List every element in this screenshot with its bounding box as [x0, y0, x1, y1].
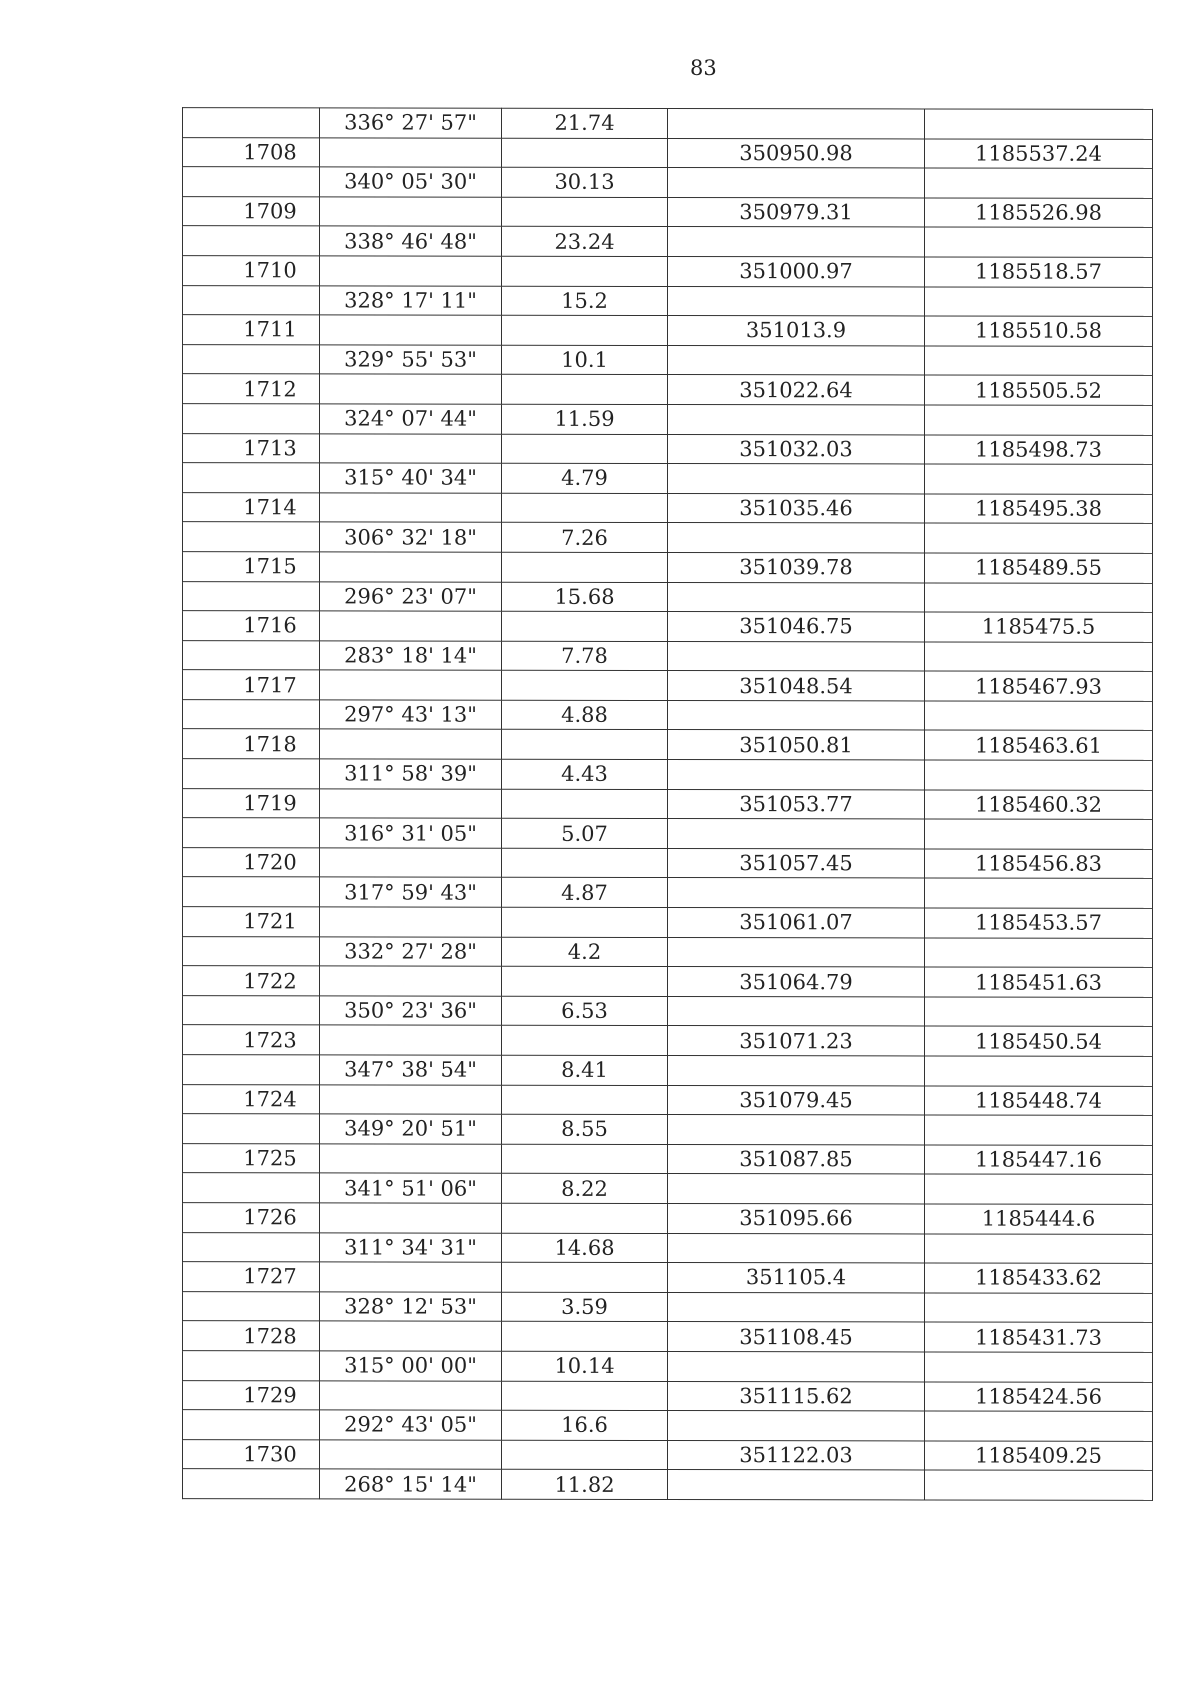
blank-cell — [183, 108, 320, 138]
distance-cell: 11.59 — [502, 404, 668, 434]
blank-cell — [925, 878, 1153, 908]
leg-row — [183, 700, 1153, 731]
leg-row — [183, 1232, 1153, 1263]
blank-cell — [183, 1232, 320, 1262]
blank-cell — [320, 1321, 502, 1351]
blank-cell — [320, 907, 502, 937]
blank-cell — [925, 997, 1153, 1027]
point-row — [183, 907, 1153, 938]
blank-cell — [320, 848, 502, 878]
blank-cell — [183, 1291, 320, 1321]
blank-cell — [502, 1322, 668, 1352]
bearing-cell: 315° 40' 34" — [320, 463, 502, 493]
northing-cell: 1185526.98 — [925, 198, 1153, 228]
distance-cell: 21.74 — [502, 108, 668, 138]
bearing-cell: 349° 20' 51" — [320, 1114, 502, 1144]
distance-cell: 15.2 — [502, 286, 668, 316]
bearing-cell: 315° 00' 00" — [320, 1351, 502, 1381]
point-id-cell: 1712 — [183, 374, 320, 404]
blank-cell — [925, 1056, 1153, 1086]
blank-cell — [502, 848, 668, 878]
point-id-cell: 1717 — [183, 670, 320, 700]
point-row — [183, 1203, 1153, 1234]
leg-row — [183, 522, 1153, 553]
leg-row — [183, 936, 1153, 967]
blank-cell — [925, 405, 1153, 435]
blank-cell — [668, 404, 925, 434]
leg-row — [183, 404, 1153, 435]
leg-row — [183, 1114, 1153, 1145]
point-id-cell: 1718 — [183, 729, 320, 759]
bearing-cell: 328° 12' 53" — [320, 1292, 502, 1322]
distance-cell: 11.82 — [502, 1470, 668, 1500]
distance-cell: 4.43 — [502, 759, 668, 789]
distance-cell: 7.78 — [502, 641, 668, 671]
blank-cell — [668, 760, 925, 790]
blank-cell — [183, 581, 320, 611]
northing-cell: 1185448.74 — [925, 1086, 1153, 1116]
blank-cell — [925, 168, 1153, 198]
blank-cell — [502, 1262, 668, 1292]
point-id-cell: 1723 — [183, 1025, 320, 1055]
easting-cell: 351105.4 — [668, 1263, 925, 1293]
blank-cell — [668, 1056, 925, 1086]
point-row — [183, 315, 1153, 346]
blank-cell — [183, 1410, 320, 1440]
blank-cell — [668, 464, 925, 494]
blank-cell — [183, 1469, 320, 1499]
blank-cell — [320, 966, 502, 996]
blank-cell — [320, 1440, 502, 1470]
northing-cell: 1185460.32 — [925, 790, 1153, 820]
blank-cell — [925, 1352, 1153, 1382]
blank-cell — [320, 1262, 502, 1292]
leg-row — [183, 167, 1153, 198]
blank-cell — [183, 640, 320, 670]
blank-cell — [925, 1174, 1153, 1204]
blank-cell — [668, 523, 925, 553]
point-row — [183, 196, 1153, 227]
bearing-cell: 338° 46' 48" — [320, 226, 502, 256]
point-row — [183, 1143, 1153, 1174]
northing-cell: 1185498.73 — [925, 434, 1153, 464]
easting-cell: 351053.77 — [668, 789, 925, 819]
distance-cell: 8.22 — [502, 1174, 668, 1204]
point-id-cell: 1719 — [183, 788, 320, 818]
blank-cell — [320, 374, 502, 404]
point-id-cell: 1724 — [183, 1084, 320, 1114]
easting-cell: 351013.9 — [668, 316, 925, 346]
distance-cell: 3.59 — [502, 1292, 668, 1322]
blank-cell — [668, 641, 925, 671]
bearing-cell: 329° 55' 53" — [320, 345, 502, 375]
blank-cell — [668, 227, 925, 257]
bearing-cell: 341° 51' 06" — [320, 1173, 502, 1203]
blank-cell — [668, 1174, 925, 1204]
blank-cell — [320, 611, 502, 641]
blank-cell — [320, 1084, 502, 1114]
blank-cell — [668, 1470, 925, 1500]
easting-cell: 351087.85 — [668, 1144, 925, 1174]
leg-row — [183, 226, 1153, 257]
point-row — [183, 611, 1153, 642]
distance-cell: 23.24 — [502, 227, 668, 257]
distance-cell: 8.55 — [502, 1114, 668, 1144]
easting-cell: 350950.98 — [668, 138, 925, 168]
point-id-cell: 1710 — [183, 256, 320, 286]
blank-cell — [502, 493, 668, 523]
point-id-cell: 1713 — [183, 433, 320, 463]
bearing-cell: 311° 58' 39" — [320, 759, 502, 789]
leg-row — [183, 1351, 1153, 1382]
blank-cell — [668, 582, 925, 612]
point-row — [183, 729, 1153, 760]
northing-cell: 1185451.63 — [925, 967, 1153, 997]
point-id-cell: 1725 — [183, 1143, 320, 1173]
blank-cell — [925, 1470, 1153, 1500]
blank-cell — [183, 522, 320, 552]
blank-cell — [668, 168, 925, 198]
blank-cell — [183, 700, 320, 730]
northing-cell: 1185505.52 — [925, 375, 1153, 405]
blank-cell — [502, 1440, 668, 1470]
northing-cell: 1185510.58 — [925, 316, 1153, 346]
leg-row — [183, 995, 1153, 1026]
northing-cell: 1185467.93 — [925, 671, 1153, 701]
point-row — [183, 1262, 1153, 1293]
point-row — [183, 670, 1153, 701]
bearing-cell: 336° 27' 57" — [320, 108, 502, 138]
blank-cell — [925, 642, 1153, 672]
northing-cell: 1185463.61 — [925, 730, 1153, 760]
blank-cell — [183, 344, 320, 374]
easting-cell: 351046.75 — [668, 612, 925, 642]
point-row — [183, 433, 1153, 464]
point-row — [183, 374, 1153, 405]
blank-cell — [320, 789, 502, 819]
blank-cell — [668, 1292, 925, 1322]
distance-cell: 4.79 — [502, 463, 668, 493]
blank-cell — [320, 1380, 502, 1410]
bearing-cell: 306° 32' 18" — [320, 522, 502, 552]
point-row — [183, 256, 1153, 287]
point-row — [183, 492, 1153, 523]
blank-cell — [925, 227, 1153, 257]
point-row — [183, 1439, 1153, 1470]
distance-cell: 16.6 — [502, 1410, 668, 1440]
leg-row — [183, 1291, 1153, 1322]
blank-cell — [502, 789, 668, 819]
blank-cell — [668, 345, 925, 375]
northing-cell: 1185409.25 — [925, 1441, 1153, 1471]
easting-cell: 351057.45 — [668, 848, 925, 878]
point-row — [183, 1025, 1153, 1056]
point-id-cell: 1709 — [183, 196, 320, 226]
distance-cell: 14.68 — [502, 1233, 668, 1263]
blank-cell — [925, 1411, 1153, 1441]
blank-cell — [925, 287, 1153, 317]
easting-cell: 351064.79 — [668, 967, 925, 997]
easting-cell: 351039.78 — [668, 552, 925, 582]
blank-cell — [925, 760, 1153, 790]
blank-cell — [668, 819, 925, 849]
blank-cell — [925, 819, 1153, 849]
blank-cell — [502, 1144, 668, 1174]
easting-cell: 351022.64 — [668, 375, 925, 405]
blank-cell — [502, 1026, 668, 1056]
blank-cell — [668, 937, 925, 967]
point-id-cell: 1721 — [183, 907, 320, 937]
northing-cell: 1185518.57 — [925, 257, 1153, 287]
page-number: 83 — [690, 56, 717, 80]
bearing-cell: 292° 43' 05" — [320, 1410, 502, 1440]
leg-row — [183, 640, 1153, 671]
bearing-cell: 297° 43' 13" — [320, 700, 502, 730]
blank-cell — [502, 315, 668, 345]
blank-cell — [668, 1233, 925, 1263]
bearing-cell: 350° 23' 36" — [320, 996, 502, 1026]
blank-cell — [925, 1293, 1153, 1323]
point-row — [183, 1084, 1153, 1115]
easting-cell: 351061.07 — [668, 908, 925, 938]
easting-cell: 351108.45 — [668, 1322, 925, 1352]
easting-cell: 351050.81 — [668, 730, 925, 760]
blank-cell — [183, 167, 320, 197]
survey-coordinates-table — [182, 107, 1153, 1501]
blank-cell — [925, 523, 1153, 553]
blank-cell — [183, 995, 320, 1025]
blank-cell — [320, 137, 502, 167]
blank-cell — [502, 197, 668, 227]
blank-cell — [502, 1381, 668, 1411]
blank-cell — [183, 1351, 320, 1381]
blank-cell — [320, 315, 502, 345]
bearing-cell: 324° 07' 44" — [320, 404, 502, 434]
point-row — [183, 552, 1153, 583]
blank-cell — [183, 759, 320, 789]
leg-row — [183, 759, 1153, 790]
blank-cell — [925, 109, 1153, 139]
blank-cell — [320, 670, 502, 700]
bearing-cell: 296° 23' 07" — [320, 581, 502, 611]
easting-cell: 350979.31 — [668, 197, 925, 227]
bearing-cell: 268° 15' 14" — [320, 1469, 502, 1499]
blank-cell — [320, 256, 502, 286]
blank-cell — [668, 1411, 925, 1441]
blank-cell — [320, 1144, 502, 1174]
bearing-cell: 316° 31' 05" — [320, 818, 502, 848]
northing-cell: 1185537.24 — [925, 139, 1153, 169]
bearing-cell: 283° 18' 14" — [320, 641, 502, 671]
blank-cell — [502, 966, 668, 996]
easting-cell: 351035.46 — [668, 493, 925, 523]
point-row — [183, 966, 1153, 997]
blank-cell — [502, 611, 668, 641]
blank-cell — [502, 907, 668, 937]
distance-cell: 10.14 — [502, 1351, 668, 1381]
distance-cell: 7.26 — [502, 523, 668, 553]
blank-cell — [668, 109, 925, 139]
blank-cell — [925, 582, 1153, 612]
blank-cell — [183, 463, 320, 493]
blank-cell — [502, 670, 668, 700]
distance-cell: 4.2 — [502, 937, 668, 967]
blank-cell — [668, 700, 925, 730]
blank-cell — [925, 1234, 1153, 1264]
northing-cell: 1185433.62 — [925, 1263, 1153, 1293]
easting-cell: 351032.03 — [668, 434, 925, 464]
distance-cell: 10.1 — [502, 345, 668, 375]
distance-cell: 8.41 — [502, 1055, 668, 1085]
leg-row — [183, 463, 1153, 494]
blank-cell — [925, 701, 1153, 731]
leg-row — [183, 108, 1153, 139]
blank-cell — [183, 1173, 320, 1203]
leg-row — [183, 877, 1153, 908]
blank-cell — [502, 1203, 668, 1233]
easting-cell: 351071.23 — [668, 1026, 925, 1056]
blank-cell — [320, 433, 502, 463]
easting-cell: 351115.62 — [668, 1381, 925, 1411]
point-id-cell: 1722 — [183, 966, 320, 996]
point-id-cell: 1727 — [183, 1262, 320, 1292]
point-id-cell: 1730 — [183, 1439, 320, 1469]
blank-cell — [502, 256, 668, 286]
easting-cell: 351079.45 — [668, 1085, 925, 1115]
leg-row — [183, 818, 1153, 849]
blank-cell — [502, 1085, 668, 1115]
easting-cell: 351000.97 — [668, 256, 925, 286]
northing-cell: 1185495.38 — [925, 494, 1153, 524]
point-id-cell: 1729 — [183, 1380, 320, 1410]
bearing-cell: 332° 27' 28" — [320, 937, 502, 967]
blank-cell — [320, 493, 502, 523]
blank-cell — [183, 1055, 320, 1085]
point-row — [183, 137, 1153, 168]
point-id-cell: 1720 — [183, 847, 320, 877]
northing-cell: 1185456.83 — [925, 849, 1153, 879]
blank-cell — [668, 1351, 925, 1381]
northing-cell: 1185444.6 — [925, 1204, 1153, 1234]
distance-cell: 4.88 — [502, 700, 668, 730]
leg-row — [183, 1410, 1153, 1441]
blank-cell — [668, 878, 925, 908]
blank-cell — [320, 1203, 502, 1233]
blank-cell — [925, 464, 1153, 494]
blank-cell — [925, 938, 1153, 968]
blank-cell — [668, 1115, 925, 1145]
distance-cell: 30.13 — [502, 167, 668, 197]
northing-cell: 1185475.5 — [925, 612, 1153, 642]
bearing-cell: 317° 59' 43" — [320, 877, 502, 907]
point-id-cell: 1711 — [183, 315, 320, 345]
blank-cell — [320, 729, 502, 759]
distance-cell: 6.53 — [502, 996, 668, 1026]
easting-cell: 351095.66 — [668, 1203, 925, 1233]
blank-cell — [668, 996, 925, 1026]
blank-cell — [183, 877, 320, 907]
blank-cell — [502, 552, 668, 582]
point-row — [183, 847, 1153, 878]
blank-cell — [668, 286, 925, 316]
leg-row — [183, 1055, 1153, 1086]
point-id-cell: 1708 — [183, 137, 320, 167]
leg-row — [183, 344, 1153, 375]
northing-cell: 1185424.56 — [925, 1381, 1153, 1411]
point-id-cell: 1726 — [183, 1203, 320, 1233]
leg-row — [183, 1173, 1153, 1204]
easting-cell: 351122.03 — [668, 1440, 925, 1470]
bearing-cell: 340° 05' 30" — [320, 167, 502, 197]
northing-cell: 1185431.73 — [925, 1322, 1153, 1352]
blank-cell — [502, 730, 668, 760]
blank-cell — [925, 346, 1153, 376]
point-id-cell: 1715 — [183, 552, 320, 582]
blank-cell — [320, 1025, 502, 1055]
blank-cell — [183, 226, 320, 256]
distance-cell: 5.07 — [502, 818, 668, 848]
northing-cell: 1185489.55 — [925, 553, 1153, 583]
point-row — [183, 788, 1153, 819]
northing-cell: 1185447.16 — [925, 1145, 1153, 1175]
bearing-cell: 311° 34' 31" — [320, 1232, 502, 1262]
blank-cell — [183, 404, 320, 434]
bearing-cell: 347° 38' 54" — [320, 1055, 502, 1085]
blank-cell — [320, 552, 502, 582]
point-id-cell: 1728 — [183, 1321, 320, 1351]
distance-cell: 4.87 — [502, 878, 668, 908]
easting-cell: 351048.54 — [668, 671, 925, 701]
northing-cell: 1185453.57 — [925, 908, 1153, 938]
point-id-cell: 1714 — [183, 492, 320, 522]
blank-cell — [925, 1115, 1153, 1145]
leg-row — [183, 285, 1153, 316]
leg-row — [183, 581, 1153, 612]
point-row — [183, 1321, 1153, 1352]
blank-cell — [320, 197, 502, 227]
blank-cell — [183, 936, 320, 966]
blank-cell — [502, 138, 668, 168]
distance-cell: 15.68 — [502, 582, 668, 612]
blank-cell — [183, 1114, 320, 1144]
blank-cell — [502, 434, 668, 464]
blank-cell — [183, 285, 320, 315]
leg-row — [183, 1469, 1153, 1500]
blank-cell — [502, 375, 668, 405]
blank-cell — [183, 818, 320, 848]
bearing-cell: 328° 17' 11" — [320, 285, 502, 315]
point-id-cell: 1716 — [183, 611, 320, 641]
point-row — [183, 1380, 1153, 1411]
northing-cell: 1185450.54 — [925, 1026, 1153, 1056]
